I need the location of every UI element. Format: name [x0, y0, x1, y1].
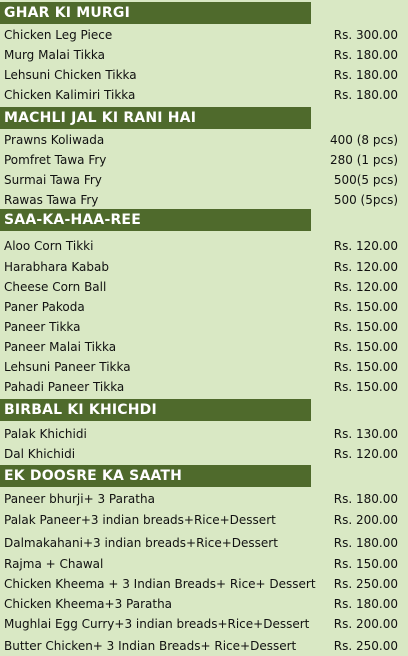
item-name: Chicken Kheema+3 Paratha: [4, 597, 173, 611]
menu-item: [0, 614, 408, 634]
item-price: Rs. 180.00: [333, 68, 398, 82]
item-name: Paneer bhurji+ 3 Paratha: [4, 492, 155, 506]
item-name: Dal Khichidi: [4, 447, 76, 461]
menu-item: [0, 45, 408, 65]
item-name: Palak Khichidi: [4, 427, 87, 441]
item-name: Cheese Corn Ball: [4, 280, 107, 294]
menu-item: [0, 594, 408, 614]
item-price: Rs. 150.00: [333, 320, 398, 334]
menu-item: [0, 489, 408, 509]
item-price: Rs. 150.00: [333, 340, 398, 354]
item-name: Prawns Koliwada: [4, 133, 105, 147]
item-name: Harabhara Kabab: [4, 260, 109, 274]
menu-item: [0, 574, 408, 594]
item-price: Rs. 150.00: [333, 300, 398, 314]
menu-item: [0, 424, 408, 444]
item-price: Rs. 150.00: [333, 557, 398, 571]
item-name: Pomfret Tawa Fry: [4, 153, 107, 167]
item-name: Rajma + Chawal: [4, 557, 104, 571]
menu-item: [0, 130, 408, 150]
menu-item: [0, 510, 408, 530]
menu-item: [0, 337, 408, 357]
item-name: Chicken Kheema + 3 Indian Breads+ Rice+ Dessert: [4, 577, 316, 591]
item-name: Butter Chicken+ 3 Indian Breads+ Rice+Dessert: [4, 639, 297, 653]
item-price: Rs. 180.00: [333, 492, 398, 506]
menu-item: [0, 25, 408, 45]
menu-item: [0, 277, 408, 297]
item-price: 500(5 pcs): [333, 173, 398, 187]
item-price: Rs. 120.00: [333, 280, 398, 294]
item-price: 400 (8 pcs): [330, 133, 398, 147]
item-price: Rs. 250.00: [333, 639, 398, 653]
item-name: Paneer Malai Tikka: [4, 340, 117, 354]
menu-item: [0, 170, 408, 190]
item-price: Rs. 180.00: [333, 536, 398, 550]
menu-item: [0, 317, 408, 337]
menu-item: [0, 297, 408, 317]
item-price: 280 (1 pcs): [330, 153, 398, 167]
item-name: Rawas Tawa Fry: [4, 193, 99, 207]
menu-item: [0, 257, 408, 277]
menu-item: [0, 357, 408, 377]
item-price: Rs. 150.00: [333, 360, 398, 374]
item-name: Lehsuni Paneer Tikka: [4, 360, 131, 374]
menu-item: [0, 65, 408, 85]
item-price: Rs. 130.00: [333, 427, 398, 441]
section-header: MACHLI JAL KI RANI HAI: [0, 107, 311, 129]
menu-item: [0, 636, 408, 656]
item-name: Aloo Corn Tikki: [4, 239, 94, 253]
section-header: GHAR KI MURGI: [0, 2, 311, 24]
item-name: Paneer Tikka: [4, 320, 81, 334]
item-price: Rs. 300.00: [333, 28, 398, 42]
menu-item: [0, 85, 408, 105]
item-name: Palak Paneer+3 indian breads+Rice+Dessert: [4, 513, 276, 527]
item-name: Pahadi Paneer Tikka: [4, 380, 125, 394]
item-price: Rs. 180.00: [333, 88, 398, 102]
section-header: SAA-KA-HAA-REE: [0, 209, 311, 231]
item-price: Rs. 250.00: [333, 577, 398, 591]
item-price: Rs. 120.00: [333, 447, 398, 461]
item-name: Mughlai Egg Curry+3 indian breads+Rice+Dessert: [4, 617, 310, 631]
item-price: Rs. 120.00: [333, 260, 398, 274]
item-name: Murg Malai Tikka: [4, 48, 105, 62]
item-name: Chicken Kalimiri Tikka: [4, 88, 136, 102]
item-name: Chicken Leg Piece: [4, 28, 113, 42]
section-header: BIRBAL KI KHICHDI: [0, 399, 311, 421]
section-header: EK DOOSRE KA SAATH: [0, 465, 311, 487]
menu-item: [0, 150, 408, 170]
item-price: Rs. 120.00: [333, 239, 398, 253]
item-price: Rs. 150.00: [333, 380, 398, 394]
menu-item: [0, 444, 408, 464]
item-name: Lehsuni Chicken Tikka: [4, 68, 137, 82]
menu-item: [0, 190, 408, 210]
menu-item: [0, 377, 408, 397]
item-price: Rs. 200.00: [333, 617, 398, 631]
menu-item: [0, 236, 408, 256]
item-name: Surmai Tawa Fry: [4, 173, 102, 187]
item-name: Paner Pakoda: [4, 300, 85, 314]
menu-item: [0, 533, 408, 553]
item-price: Rs. 180.00: [333, 597, 398, 611]
item-price: 500 (5pcs): [333, 193, 398, 207]
item-price: Rs. 180.00: [333, 48, 398, 62]
menu-item: [0, 554, 408, 574]
item-price: Rs. 200.00: [333, 513, 398, 527]
item-name: Dalmakahani+3 indian breads+Rice+Dessert: [4, 536, 278, 550]
